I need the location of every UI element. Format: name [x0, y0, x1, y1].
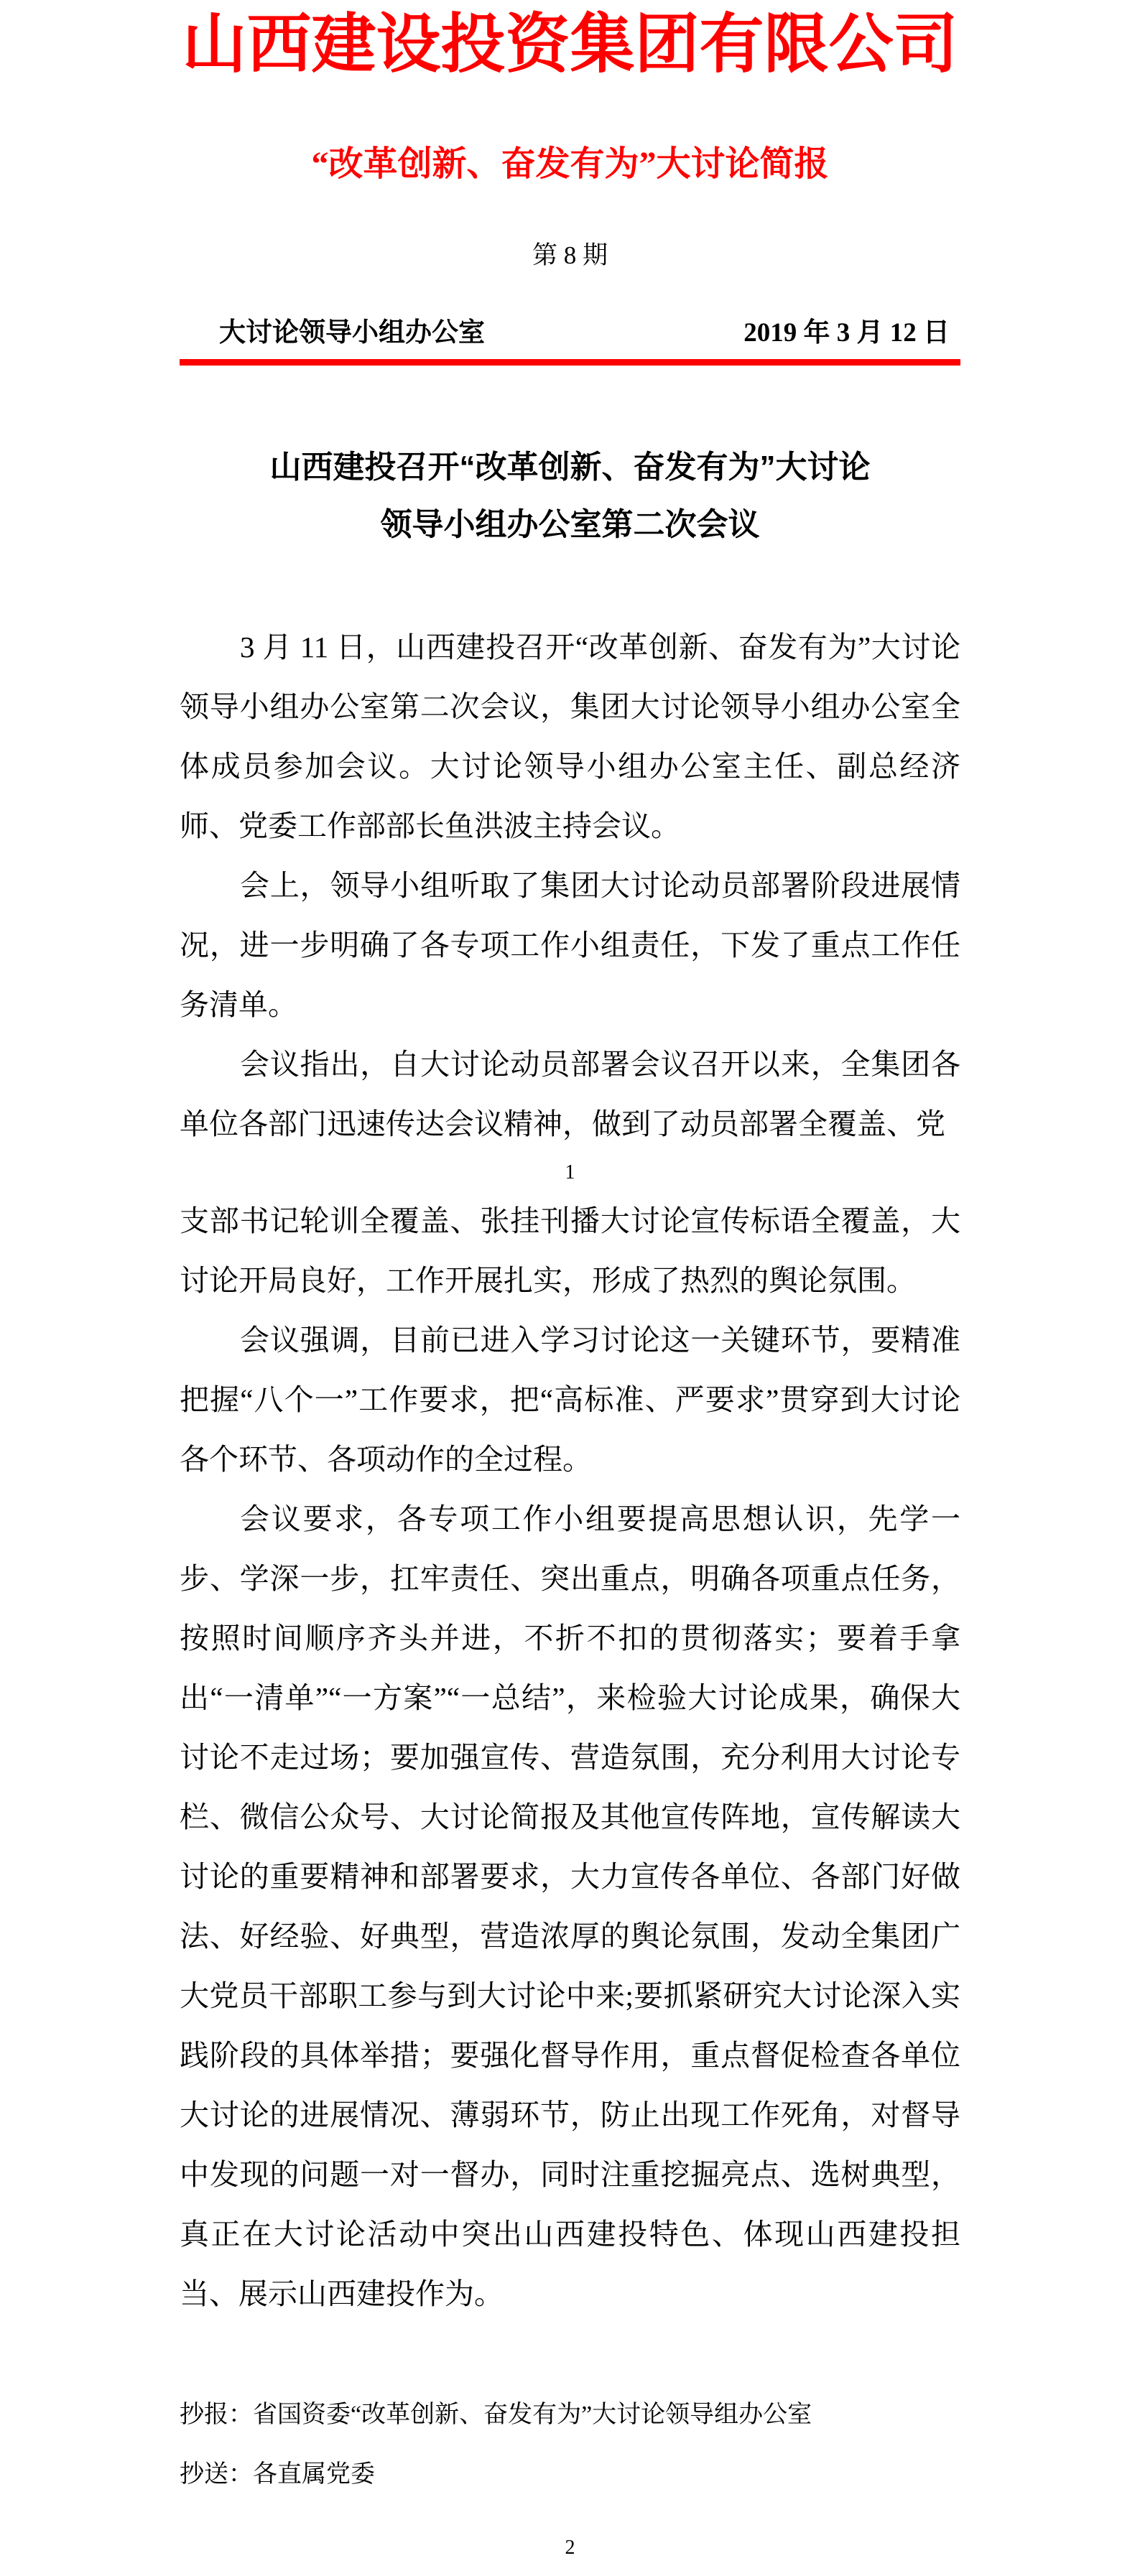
org-title: 山西建设投资集团有限公司: [182, 9, 958, 80]
copy-report-line: 抄报：省国资委“改革创新、奋发有为”大讨论领导组办公室: [180, 2401, 812, 2428]
article-text: [180, 618, 960, 2324]
paragraph-5: 会议要求，各专项工作小组要提高思想认识，先学一步、学深一步，扛牢责任、突出重点，明确各项重点任务，按照时间顺序齐头并进，不折不扣的贯彻落实；要着手拿出“一清单”“一方案”“一总结”，来检验大讨论成果，确保大讨论不走过场；要加强宣传、营造氛围，充分利用大讨论专栏、微信公众号、大讨论简报及其他宣传阵地，宣传解读大讨论的重要精神和部署要求，大力宣传各单位、各部门好做法、好经验、好典型，营造浓厚的舆论氛围，发动全集团广大党员干部职工参与到大讨论中来;要抓紧研究大讨论深入实践阶段的具体举措；要强化督导作用，重点督促检查各单位大讨论的进展情况、薄弱环节，防止出现工作死角，对督导中发现的问题一对一督办，同时注重挖掘亮点、选树典型，真正在大讨论活动中突出山西建投特色、体现山西建投担当、展示山西建投作为。: [180, 1502, 960, 2310]
masthead-divider-rule: [180, 359, 960, 366]
article-title: [180, 439, 960, 554]
document-footer: [180, 2385, 960, 2504]
page-number-1: 1: [565, 1161, 575, 1184]
paragraph-3-part-2: 支部书记轮训全覆盖、张挂刊播大讨论宣传标语全覆盖，大讨论开局良好，工作开展扎实，形成了热烈的舆论氛围。: [180, 1204, 960, 1297]
copy-send-line: 抄送：各直属党委: [180, 2460, 375, 2488]
bulletin-title: “改革创新、奋发有为”大讨论简报: [311, 145, 829, 183]
article-body: [180, 439, 960, 2324]
paragraph-4: 会议强调，目前已进入学习讨论这一关键环节，要精准把握“八个一”工作要求，把“高标准、严要求”贯穿到大讨论各个环节、各项动作的全过程。: [180, 1323, 960, 1476]
article-title-line-2: 领导小组办公室第二次会议: [380, 506, 760, 542]
issue-number: 第 8 期: [532, 241, 608, 269]
masthead: [180, 0, 960, 366]
issue-date: 2019 年 3 月 12 日: [743, 317, 950, 348]
paragraph-1: 3 月 11 日，山西建投召开“改革创新、奋发有为”大讨论领导小组办公室第二次会议，集团大讨论领导小组办公室全体成员参加会议。大讨论领导小组办公室主任、副总经济师、党委工作部部长鱼洪波主持会议。: [180, 630, 960, 842]
masthead-meta-row: [180, 317, 960, 348]
paragraph-2: 会上，领导小组听取了集团大讨论动员部署阶段进展情况，进一步明确了各专项工作小组责任，下发了重点工作任务清单。: [180, 868, 960, 1021]
page-number-2: 2: [565, 2536, 575, 2559]
paragraph-3-part-1: 会议指出，自大讨论动员部署会议召开以来，全集团各单位各部门迅速传达会议精神，做到了动员部署全覆盖、党: [180, 1047, 960, 1140]
article-title-line-1: 山西建投召开“改革创新、奋发有为”大讨论: [269, 449, 871, 485]
issuing-office: 大讨论领导小组办公室: [219, 317, 485, 348]
